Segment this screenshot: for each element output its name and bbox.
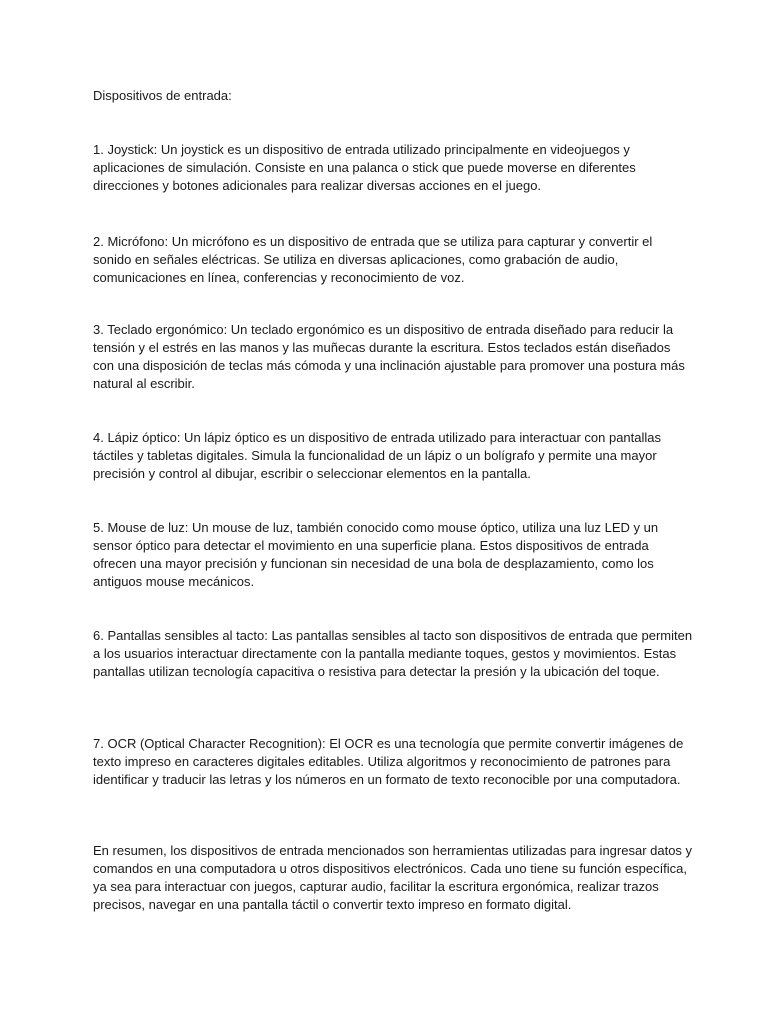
paragraph-lapiz-optico: 4. Lápiz óptico: Un lápiz óptico es un dispositivo de entrada utilizado para interactuar con pantallas táctiles y tabletas digitales. Simula la funcionalidad de un lápiz o un bolígrafo y permite una mayor precisión y control al dibujar, escribir o seleccionar elementos en la pantalla.	[93, 430, 662, 481]
paragraph-microfono: 2. Micrófono: Un micrófono es un dispositivo de entrada que se utiliza para capturar y convertir el sonido en señales eléctricas. Se utiliza en diversas aplicaciones, como grabación de audio, comunicaciones en línea, conferencias y reconocimiento de voz.	[93, 234, 653, 285]
paragraph-resumen: En resumen, los dispositivos de entrada mencionados son herramientas utilizadas para ingresar datos y comandos en una computadora u otros dispositivos electrónicos. Cada uno tiene su función específica, ya sea para interactuar con juegos, capturar audio, facilitar la escritura ergonómica, realizar trazos precisos, navegar en una pantalla táctil o convertir texto impreso en formato digital.	[93, 843, 693, 912]
paragraph-teclado-ergonomico: 3. Teclado ergonómico: Un teclado ergonómico es un dispositivo de entrada diseñado para reducir la tensión y el estrés en las manos y las muñecas durante la escritura. Estos teclados están diseñados con una disposición de teclas más cómoda y una inclinación ajustable para promover una postura más natural al escribir.	[93, 322, 685, 391]
paragraph-joystick: 1. Joystick: Un joystick es un dispositivo de entrada utilizado principalmente en videojuegos y aplicaciones de simulación. Consiste en una palanca o stick que puede moverse en diferentes direcciones y botones adicionales para realizar diversas acciones en el juego.	[93, 142, 636, 193]
document-title: Dispositivos de entrada:	[93, 88, 232, 103]
paragraph-mouse-de-luz: 5. Mouse de luz: Un mouse de luz, también conocido como mouse óptico, utiliza una luz LED y un sensor óptico para detectar el movimiento en una superficie plana. Estos dispositivos de entrada ofrecen una mayor precisión y funcionan sin necesidad de una bola de desplazamiento, como los antiguos mouse mecánicos.	[93, 520, 659, 589]
paragraph-pantallas-tactiles: 6. Pantallas sensibles al tacto: Las pantallas sensibles al tacto son dispositivos de entrada que permiten a los usuarios interactuar directamente con la pantalla mediante toques, gestos y movimientos. Estas pantallas utilizan tecnología capacitiva o resistiva para detectar la presión y la ubicación del toque.	[93, 628, 693, 679]
paragraph-ocr: 7. OCR (Optical Character Recognition): El OCR es una tecnología que permite convertir imágenes de texto impreso en caracteres digitales editables. Utiliza algoritmos y reconocimiento de patrones para identificar y traducir las letras y los números en un formato de texto reconocible por una computadora.	[93, 736, 684, 787]
